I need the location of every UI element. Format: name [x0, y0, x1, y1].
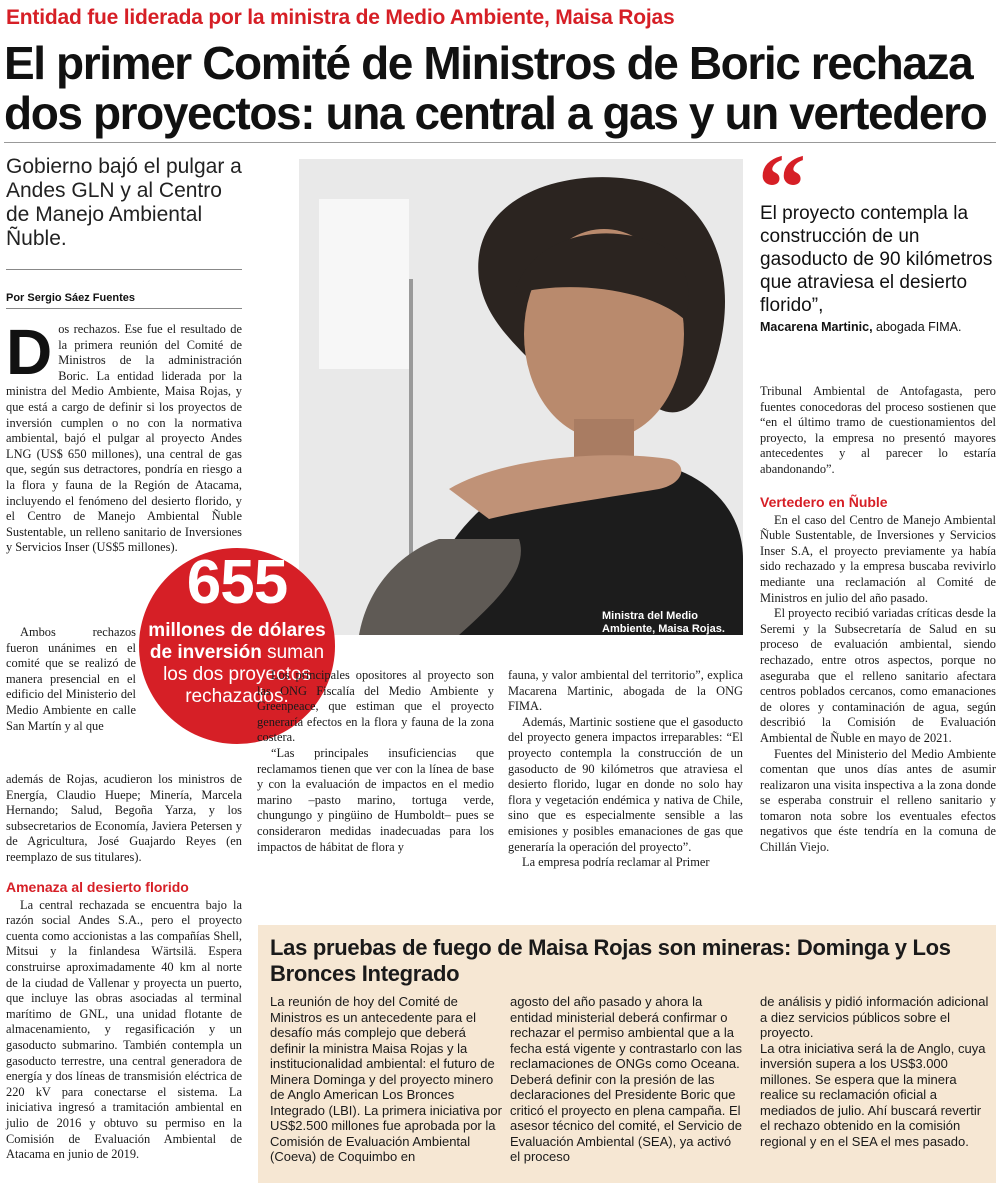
portrait-photo — [299, 159, 743, 635]
paragraph: La empresa podría reclamar al Primer — [522, 855, 710, 870]
body-column-2 — [257, 668, 494, 855]
paragraph: “Las principales insuficiencias que reclamamos tienen que ver con la línea de base y con la evaluación de impactos en el medio marino –pasto marino, tortuga verde, chungungo y pingüino de Humboldt– pues se consideraron medidas inadecuadas para los impactos de hábitat de flora y — [257, 745, 494, 854]
paragraph: fauna, y valor ambiental del territorio”, explica Macarena Martinic, abogada de la ONG FIMA. — [508, 668, 743, 714]
sidebar-column-2 — [510, 994, 742, 1165]
body-column-4-section — [760, 495, 996, 856]
byline: Por Sergio Sáez Fuentes — [6, 292, 135, 304]
paragraph: Además, Martinic sostiene que el gasoducto del proyecto genera impactos irreparables: “El proyecto contempla la construcción de un gasoducto de 90 kilómetros que atraviesa el desierto florido, lugar en donde no solo hay flora y vegetación endémica y nativa de Chile, sino que es especialmente sensible a las emisiones y posibles emanaciones de gas que generaría la operación del proyecto”. — [508, 714, 743, 854]
body-column-1 — [6, 316, 242, 556]
header-divider — [4, 142, 996, 143]
photo-caption: Ministra del Medio Ambiente, Maisa Rojas. — [602, 610, 725, 635]
paragraph: Ambos rechazos fueron unánimes en el comité que se realizó de manera presencial en el edificio del Ministerio del Medio Ambiente en calle San Martín y al que — [6, 625, 136, 733]
divider — [6, 269, 242, 270]
paragraph: Los principales opositores al proyecto son las ONG Fiscalía del Medio Ambiente y Greenpeace, que estiman que el proyecto generaría efectos en la flora y fauna de la zona costera. — [257, 668, 494, 745]
portrait-illustration — [299, 159, 743, 635]
stat-bold: millones de dólares de inversión — [148, 620, 326, 663]
body-column-1-section — [6, 880, 242, 1163]
paragraph: La reunión de hoy del Comité de Ministros es un antecedente para el desafío más complejo que deberá definir la ministra Maisa Rojas y la institucionalidad ambiental: el futuro de Minera Dominga y del proyecto minero de Anglo American Los Bronces Integrado (LBI). La primera iniciativa por US$2.500 millones fue aprobada por la Comisión de Evaluación Ambiental (Coeva) de Coquimbo en — [270, 994, 502, 1164]
deck: Gobierno bajó el pulgar a Andes GLN y al Centro de Manejo Ambiental Ñuble. — [6, 155, 242, 250]
paragraph: Tribunal Ambiental de Antofagasta, pero fuentes conocedoras del proceso sostienen que “en el último tramo de cuestionamientos del proyecto, la empresa no presentó mayores antecedentes y al parecer lo estaría abandonando”. — [760, 384, 996, 476]
paragraph: de análisis y pidió información adicional a diez servicios públicos sobre el proyecto. — [760, 994, 989, 1040]
body-column-4 — [760, 384, 996, 478]
section-subhead: Vertedero en Ñuble — [760, 494, 888, 510]
sidebar-title: Las pruebas de fuego de Maisa Rojas son mineras: Dominga y Los Bronces Integrado — [270, 935, 951, 986]
paragraph: La central rechazada se encuentra bajo la razón social Andes S.A., pero el proyecto cuenta como accionistas a las compañías Shell, Mitsui y la finlandesa Wärtsilä. Espera construirse aproximadamente 40 km al norte de la ciudad de Vallenar y proyecta un puerto, que incluye las obras asociadas al terminal marítimo de GNL, una unidad flotante de almacenamiento, y regasificación y un gasoducto submarino. También contempla un gasoducto terrestre, una central generadora de energía y dos líneas de transmisión eléctrica de 220 kV para conectarse el sistema. La iniciativa ingresó a tramitación ambiental en julio de 2016 y obtuvo su permiso en la Comisión de Evaluación Ambiental de Atacama en junio de 2019. — [6, 897, 242, 1162]
sidebar-column-1 — [270, 994, 502, 1165]
section-subhead: Amenaza al desierto florido — [6, 879, 189, 895]
body-column-3 — [508, 668, 743, 871]
quote-role: abogada FIMA. — [872, 320, 962, 334]
paragraph: además de Rojas, acudieron los ministros de Energía, Claudio Huepe; Minería, Marcela Hernando; Salud, Begoña Yarza, y los subsecretarios de Economía, Javiera Petersen y de Agricultura, José Guajardo Reyes (en reemplazo de sus titulares). — [6, 772, 242, 864]
divider — [6, 308, 242, 309]
pull-quote: El proyecto contempla la construcción de un gasoducto de 90 kilómetros que atraviesa el desierto florido”, — [760, 203, 993, 316]
paragraph: Fuentes del Ministerio del Medio Ambiente comentan que unos días antes de asumir realizaron una visita inspectiva a la zona donde se esperaba construir el relleno sanitario y tomaron nota sobre los eventuales efectos negativos que éste tendría en la comuna de Chillán Viejo. — [760, 746, 996, 855]
stat-number: 655 — [186, 548, 288, 617]
body-column-1-cont — [6, 772, 242, 866]
sidebar-column-3 — [760, 994, 992, 1149]
quote-name: Macarena Martinic, — [760, 320, 873, 334]
quote-mark: “ — [758, 134, 806, 241]
body-column-1-narrow — [6, 625, 136, 734]
paragraph: agosto del año pasado y ahora la entidad ministerial deberá confirmar o rechazar el permiso ambiental que a la fecha está vigente y contrastarlo con las reclamaciones de ONGs como Oceana. Deberá definir con la presión de las declaraciones del Presidente Boric que criticó el proyecto en plena campaña. El asesor técnico del comité, el Servicio de Evaluación Ambiental (SEA), ya activó el proceso — [510, 994, 742, 1164]
paragraph: El proyecto recibió variadas críticas desde la Seremi y la Subsecretaría de Salud en su proceso de evaluación ambiental, siendo rechazado, entre otros aspectos, porque no aseguraba que el relleno sanitario afectara centros poblados cercanos, como emanaciones de olores y contaminación de agua, según describió la Comisión de Evaluación Ambiental de Ñuble en mayo de 2021. — [760, 606, 996, 745]
headline: El primer Comité de Ministros de Boric rechaza dos proyectos: una central a gas y un vertedero — [4, 37, 987, 139]
stat-rest: suman los dos proyectos rechazados. — [163, 642, 325, 707]
paragraph: La otra iniciativa será la de Anglo, cuya inversión supera a los US$3.000 millones. Se espera que la minera realice su reclamación oficial a mediados de julio. Ahí buscará revertir el rechazo obtenido en la comisión regional y en el SEA el mes pasado. — [760, 1040, 986, 1149]
drop-cap: D — [6, 316, 53, 388]
quote-attribution — [760, 320, 998, 334]
kicker: Entidad fue liderada por la ministra de Medio Ambiente, Maisa Rojas — [6, 6, 675, 29]
paragraph: os rechazos. Ese fue el resultado de la primera reunión del Comité de Ministros de la administración Boric. La entidad liderada por la ministra del Medio Ambiente, Maisa Rojas, y que está a cargo de definir si los proyectos de inversión cumplen o no con la normativa ambiental, bajó el pulgar al proyecto Andes LNG (US$ 650 millones), una central de gas que, según sus detractores, pondría en riesgo a la flora y fauna de la Región de Atacama, incluyendo el fenómeno del desierto florido, y el Centro de Manejo Ambiental Ñuble Sustentable, un relleno sanitario de Inversiones y Servicios Inser (US$5 millones). — [6, 322, 242, 555]
paragraph: En el caso del Centro de Manejo Ambiental Ñuble Sustentable, de Inversiones y Servicios Inser S.A, el proyecto previamente ya había sido rechazado y la empresa buscaba revivirlo mediante una reclamación al Comité de Ministros en julio del año pasado. — [760, 512, 996, 605]
